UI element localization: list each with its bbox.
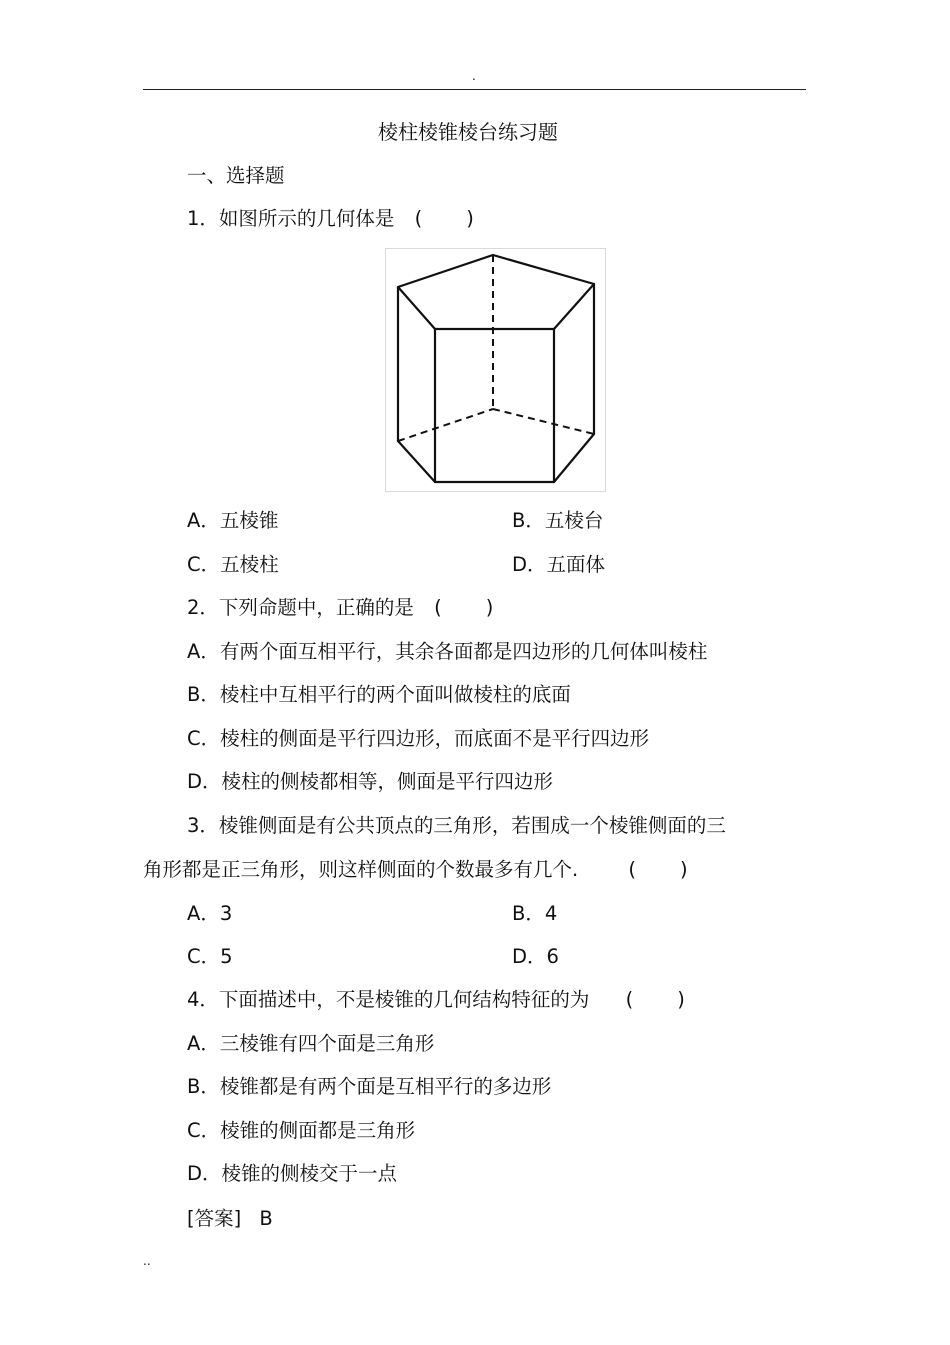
q2-stem-text: 2．下列命题中，正确的是	[187, 596, 414, 619]
q1-paren-open: (	[414, 207, 423, 230]
q2-option-c: C．棱柱的侧面是平行四边形，而底面不是平行四边形	[187, 727, 650, 750]
q3-stem-line1: 3．棱锥侧面是有公共顶点的三角形，若围成一个棱锥侧面的三	[187, 814, 726, 837]
q1-option-d: D．五面体	[512, 553, 606, 576]
prism-hidden-edge-bottom-right	[493, 409, 594, 434]
q2-stem	[187, 595, 493, 621]
q4-answer	[187, 1206, 273, 1232]
q4-answer-label: [答案]	[187, 1207, 242, 1230]
prism-hidden-edge-bottom-left	[398, 409, 493, 441]
header-rule	[143, 89, 806, 90]
pentagonal-prism-figure	[385, 248, 606, 492]
q2-paren-close: )	[485, 596, 494, 619]
figure-frame	[386, 249, 606, 492]
q4-paren-open: (	[625, 988, 634, 1011]
q2-option-a: A．有两个面互相平行，其余各面都是四边形的几何体叫棱柱	[187, 640, 708, 663]
footer-mark: ..	[143, 1254, 151, 1268]
page-title: 棱柱棱锥棱台练习题	[378, 120, 558, 144]
q2-option-d: D．棱柱的侧棱都相等，侧面是平行四边形	[187, 770, 554, 793]
q3-option-c: C．5	[187, 945, 233, 968]
q2-option-b: B．棱柱中互相平行的两个面叫做棱柱的底面	[187, 683, 571, 706]
q1-option-c: C．五棱柱	[187, 553, 279, 576]
q2-paren-open: (	[434, 596, 442, 619]
q1-stem	[187, 206, 474, 232]
q4-option-c: C．棱锥的侧面都是三角形	[187, 1119, 416, 1142]
q4-stem	[187, 987, 685, 1013]
section-heading: 一、选择题	[187, 164, 285, 187]
q4-paren-close: )	[677, 988, 685, 1011]
q3-paren-close: )	[680, 858, 688, 881]
q1-option-b: B．五棱台	[512, 509, 604, 532]
q4-stem-text: 4．下面描述中，不是棱锥的几何结构特征的为	[187, 988, 590, 1011]
prism-top-face	[398, 255, 594, 329]
q1-stem-text: 1．如图所示的几何体是	[187, 207, 395, 230]
header-mark: .	[472, 69, 476, 83]
q3-option-b: B．4	[512, 902, 558, 925]
q3-stem-line2	[143, 857, 688, 883]
q4-answer-value: B	[259, 1207, 273, 1230]
q3-stem-text: 角形都是正三角形，则这样侧面的个数最多有几个.	[143, 858, 579, 881]
q4-option-a: A．三棱锥有四个面是三角形	[187, 1032, 435, 1055]
q1-option-a: A．五棱锥	[187, 509, 279, 532]
q3-option-a: A．3	[187, 902, 233, 925]
q4-option-b: B．棱锥都是有两个面是互相平行的多边形	[187, 1075, 552, 1098]
q1-paren-close: )	[466, 207, 474, 230]
q3-option-d: D．6	[512, 945, 559, 968]
q4-option-d: D．棱锥的侧棱交于一点	[187, 1162, 398, 1185]
q3-paren-open: (	[628, 858, 637, 881]
prism-bottom-visible-edges	[398, 434, 594, 482]
